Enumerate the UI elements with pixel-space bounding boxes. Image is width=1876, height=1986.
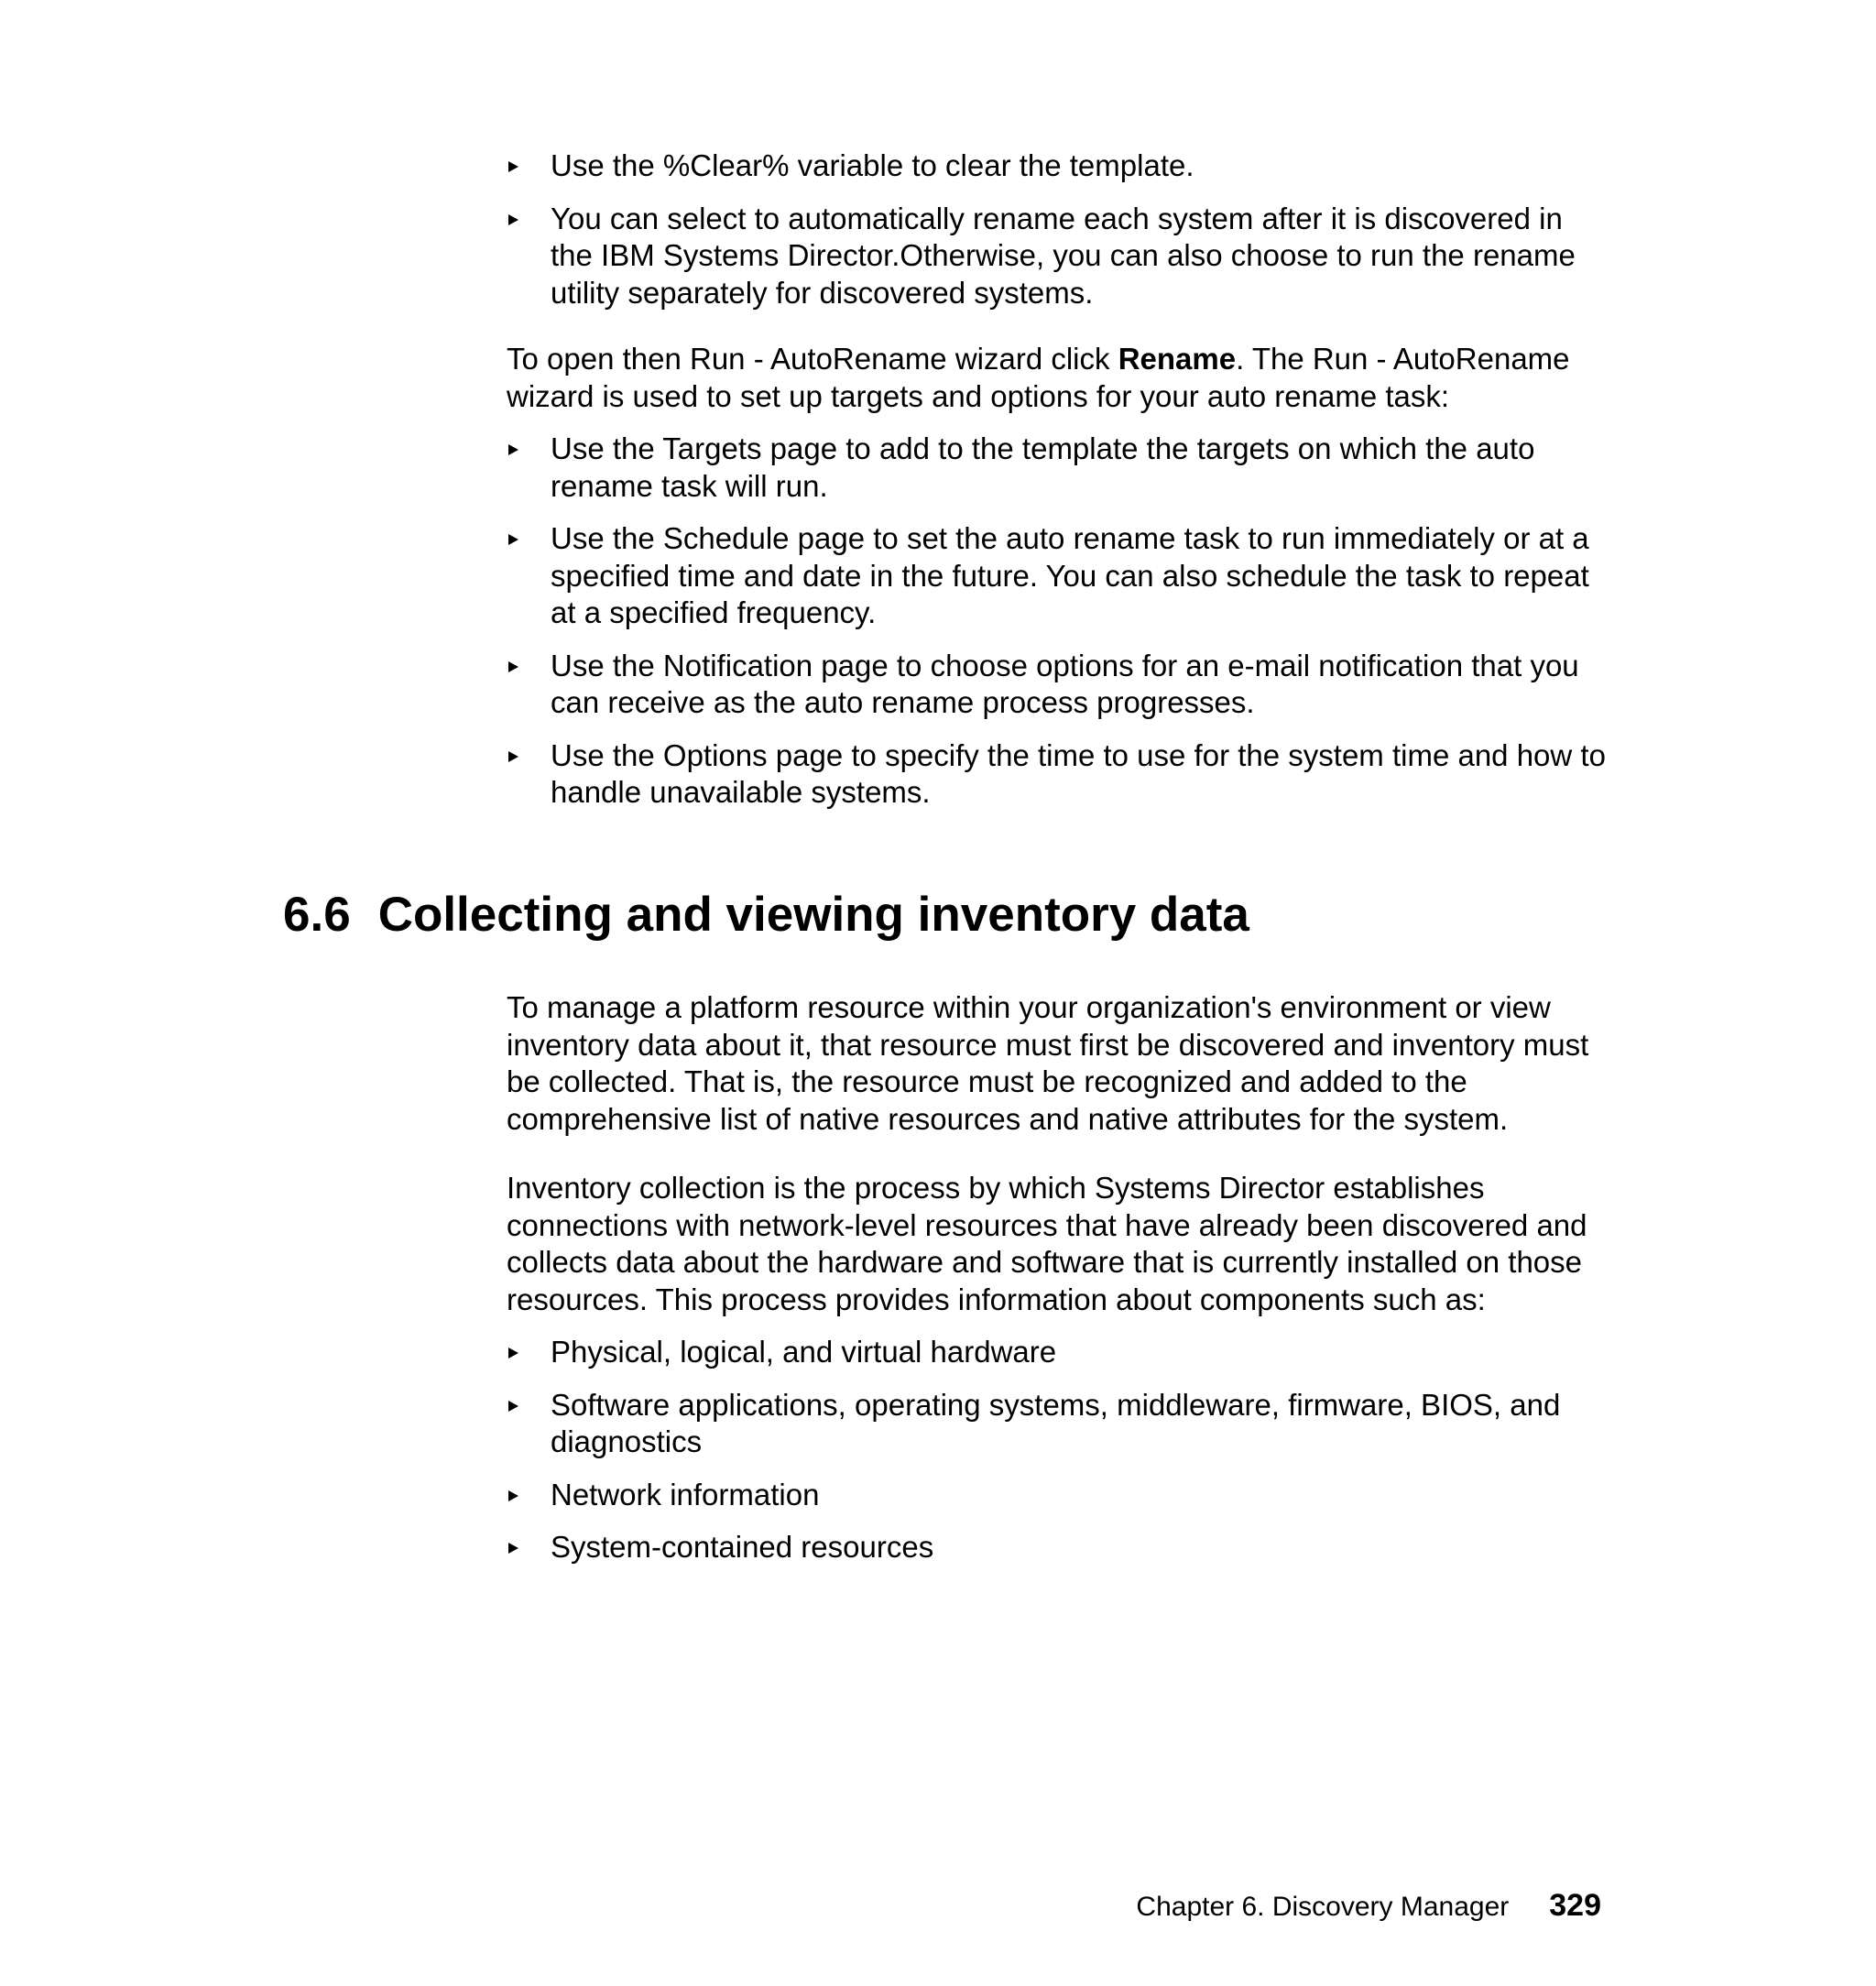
bullet-text: Network information <box>551 1477 820 1511</box>
bullet-text: Use the %Clear% variable to clear the template. <box>551 148 1194 182</box>
triangle-bullet-icon <box>508 214 518 225</box>
footer-chapter: Chapter 6. Discovery Manager <box>1136 1892 1510 1922</box>
list-item <box>507 520 1606 632</box>
triangle-bullet-icon <box>508 1543 518 1554</box>
bullet-text: Use the Targets page to add to the template the targets on which the auto rename task will run. <box>551 431 1535 503</box>
section-number: 6.6 <box>283 888 351 942</box>
list-item <box>507 201 1606 312</box>
triangle-bullet-icon <box>508 1401 518 1412</box>
triangle-bullet-icon <box>508 444 518 455</box>
page-number: 329 <box>1549 1888 1601 1923</box>
bullet-text: Physical, logical, and virtual hardware <box>551 1335 1057 1369</box>
wizard-bullet-list <box>507 431 1606 812</box>
bullet-text: You can select to automatically rename each system after it is discovered in the IBM Systems Director.Otherwise, you can also choose to run the rename utility separately for discovered systems. <box>551 201 1576 310</box>
rename-bold-label: Rename <box>1118 342 1237 376</box>
component-bullet-list <box>507 1334 1606 1566</box>
triangle-bullet-icon <box>508 751 518 762</box>
list-item <box>507 737 1606 812</box>
bullet-text: Use the Options page to specify the time to use for the system time and how to handle unavailable systems. <box>551 737 1606 809</box>
bullet-text: Use the Schedule page to set the auto rename task to run immediately or at a specified time and date in the future. You can also schedule the task to repeat at a specified frequency. <box>551 521 1589 629</box>
rename-paragraph-before: To open then Run - AutoRename wizard click <box>507 342 1118 376</box>
list-item <box>507 648 1606 722</box>
rename-paragraph-after: . The Run - AutoRename wizard is used to set up targets and options for your auto rename task: <box>507 342 1570 413</box>
triangle-bullet-icon <box>508 1348 518 1359</box>
list-item <box>507 1529 1606 1566</box>
list-item <box>507 1334 1606 1371</box>
bullet-text: Use the Notification page to choose options for an e-mail notification that you can receive as the auto rename process progresses. <box>551 648 1579 719</box>
bullet-text: Software applications, operating systems, middleware, firmware, BIOS, and diagnostics <box>551 1387 1561 1458</box>
bullet-text: System-contained resources <box>551 1530 934 1564</box>
page-footer <box>1136 1889 1601 1924</box>
top-bullet-list <box>507 147 1606 311</box>
triangle-bullet-icon <box>508 1490 518 1501</box>
list-item <box>507 147 1606 185</box>
section-paragraph: To manage a platform resource within your organization's environment or view inventory data about it, that resource must first be discovered and inventory must be collected. That is, the resource must be recognized and added to the comprehensive list of native resources and native attributes for the system. <box>507 990 1589 1136</box>
list-item <box>507 1477 1606 1514</box>
inventory-section <box>507 1170 1606 1566</box>
triangle-bullet-icon <box>508 161 518 172</box>
rename-paragraph <box>507 341 1606 415</box>
top-bullet-section <box>507 147 1606 311</box>
triangle-bullet-icon <box>508 534 518 545</box>
triangle-bullet-icon <box>508 661 518 672</box>
rename-section <box>507 341 1606 812</box>
list-item <box>507 1387 1606 1461</box>
list-item <box>507 431 1606 505</box>
section-heading <box>283 887 1249 944</box>
section-intro <box>507 989 1606 1138</box>
section-paragraph: Inventory collection is the process by which Systems Director establishes connections with network-level resources that have already been discovered and collects data about the hardware and software that is currently installed on those resources. This process provides information about components such as: <box>507 1171 1587 1316</box>
section-title: Collecting and viewing inventory data <box>377 888 1249 942</box>
